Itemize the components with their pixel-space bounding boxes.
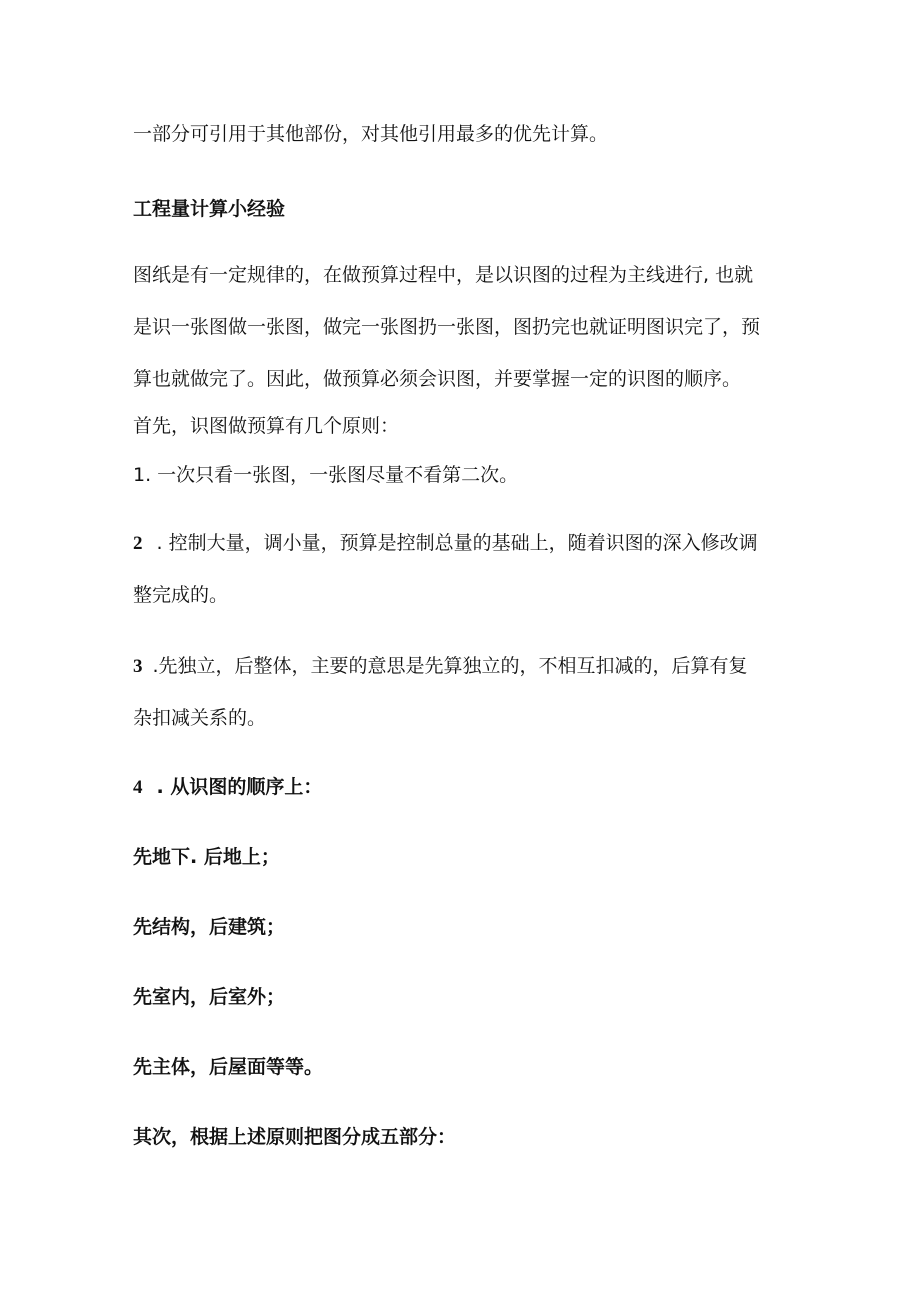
paragraph-line: 算也就做完了。因此，做预算必须会识图，并要掌握一定的识图的顺序。	[133, 368, 742, 390]
order-rule: 先结构，后建筑；	[133, 916, 286, 938]
order-rule: 先主体，后屋面等等。	[133, 1056, 324, 1078]
list-number: 4	[133, 777, 143, 798]
section-heading: 工程量计算小经验	[133, 198, 286, 220]
list-item-4-line	[133, 774, 322, 801]
list-item-2-continuation: 整完成的。	[133, 584, 229, 606]
order-rule: 先室内，后室外；	[133, 986, 286, 1008]
principles-intro: 首先，识图做预算有几个原则：	[133, 415, 400, 437]
list-item-text: . 控制大量，调小量，预算是控制总量的基础上，随着识图的深入修改调	[156, 532, 758, 554]
list-item-text: .先独立，后整体，主要的意思是先算独立的，不相互扣减的，后算有复	[152, 655, 748, 677]
list-item-3-line	[133, 653, 748, 680]
list-item-3-continuation: 杂扣减关系的。	[133, 707, 267, 729]
list-item-2-line	[133, 530, 758, 557]
order-rule: 先地下. 后地上；	[133, 846, 280, 868]
list-item-1: 1. 一次只看一张图，一张图尽量不看第二次。	[133, 464, 519, 486]
list-number: 3	[133, 656, 143, 677]
list-number: 2	[133, 533, 143, 554]
paragraph-line: 是识一张图做一张图，做完一张图扔一张图，图扔完也就证明图识完了，预	[133, 316, 761, 338]
next-step-line: 其次，根据上述原则把图分成五部分：	[133, 1126, 457, 1148]
paragraph-line: 图纸是有一定规律的，在做预算过程中，是以识图的过程为主线进行, 也就	[133, 264, 754, 286]
list-item-text: . 从识图的顺序上：	[156, 776, 323, 798]
paragraph-line: 一部分可引用于其他部份，对其他引用最多的优先计算。	[133, 123, 609, 145]
